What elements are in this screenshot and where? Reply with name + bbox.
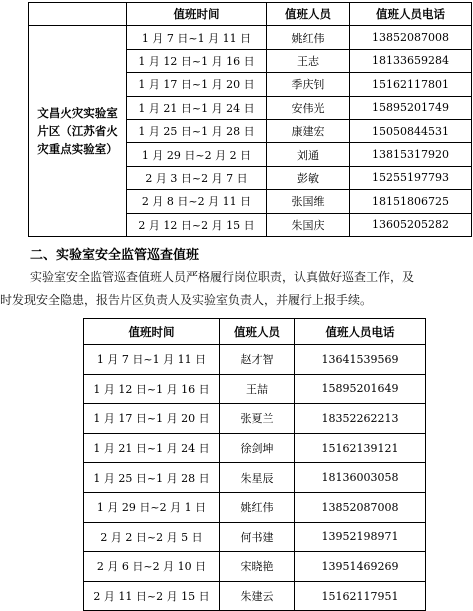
duty-phone: 15895201649 <box>295 374 426 404</box>
table-header-row <box>29 3 472 26</box>
table-row <box>84 581 426 611</box>
duty-person: 朱星辰 <box>220 463 295 493</box>
duty-phone: 13852087008 <box>350 26 472 49</box>
duty-time: 1 月 29 日~2 月 2 日 <box>127 143 267 166</box>
section-heading: 二、实验室安全监管巡查值班 <box>30 248 200 263</box>
duty-time: 1 月 21 日~1 月 24 日 <box>127 96 267 119</box>
duty-time: 1 月 17 日~1 月 20 日 <box>127 73 267 96</box>
header-duty-time: 值班时间 <box>84 319 220 345</box>
duty-person: 何书建 <box>220 522 295 552</box>
section-paragraph <box>0 266 473 312</box>
duty-phone: 13605205282 <box>350 213 472 236</box>
duty-phone: 13815317920 <box>350 143 472 166</box>
duty-time: 1 月 25 日~1 月 28 日 <box>84 463 220 493</box>
duty-phone: 15162139121 <box>295 433 426 463</box>
duty-person: 刘通 <box>267 143 350 166</box>
duty-person: 姚红伟 <box>220 492 295 522</box>
duty-person: 季庆钊 <box>267 73 350 96</box>
duty-time: 1 月 25 日~1 月 28 日 <box>127 119 267 142</box>
duty-phone: 18352262213 <box>295 404 426 434</box>
duty-phone: 13952198971 <box>295 522 426 552</box>
duty-time: 1 月 21 日~1 月 24 日 <box>84 433 220 463</box>
header-duty-phone: 值班人员电话 <box>350 3 472 26</box>
duty-time: 1 月 12 日~1 月 16 日 <box>127 49 267 72</box>
duty-table-fire-lab <box>28 2 472 237</box>
area-label: 文昌火灾实验室片区（江苏省火灾重点实验室） <box>29 26 127 237</box>
header-duty-phone: 值班人员电话 <box>295 319 426 345</box>
duty-table-safety-inspection <box>83 318 426 611</box>
duty-phone: 15162117801 <box>350 73 472 96</box>
duty-person: 朱国庆 <box>267 213 350 236</box>
paragraph-line-2: 时发现安全隐患，报告片区负责人及实验室负责人，并履行上报手续。 <box>0 293 373 307</box>
table-row <box>84 492 426 522</box>
duty-phone: 18136003058 <box>295 463 426 493</box>
table-row <box>84 433 426 463</box>
duty-time: 1 月 12 日~1 月 16 日 <box>84 374 220 404</box>
duty-person: 朱建云 <box>220 581 295 611</box>
duty-person: 宋晓艳 <box>220 552 295 582</box>
duty-time: 2 月 6 日~2 月 10 日 <box>84 552 220 582</box>
duty-time: 2 月 2 日~2 月 5 日 <box>84 522 220 552</box>
duty-person: 徐剑坤 <box>220 433 295 463</box>
duty-time: 1 月 29 日~2 月 1 日 <box>84 492 220 522</box>
duty-person: 张国维 <box>267 190 350 213</box>
duty-phone: 18133659284 <box>350 49 472 72</box>
duty-time: 1 月 17 日~1 月 20 日 <box>84 404 220 434</box>
duty-person: 康建宏 <box>267 119 350 142</box>
duty-phone: 15162117951 <box>295 581 426 611</box>
duty-phone: 13951469269 <box>295 552 426 582</box>
table-header-row <box>84 319 426 345</box>
duty-person: 赵才智 <box>220 345 295 375</box>
duty-phone: 13641539569 <box>295 345 426 375</box>
table-row <box>84 345 426 375</box>
table-row <box>84 374 426 404</box>
duty-phone: 18151806725 <box>350 190 472 213</box>
table-row <box>84 463 426 493</box>
duty-phone: 15050844531 <box>350 119 472 142</box>
duty-person: 姚红伟 <box>267 26 350 49</box>
duty-time: 2 月 11 日~2 月 15 日 <box>84 581 220 611</box>
header-duty-time: 值班时间 <box>127 3 267 26</box>
header-duty-person: 值班人员 <box>267 3 350 26</box>
table-row <box>84 522 426 552</box>
paragraph-line-1: 实验室安全监管巡查值班人员严格履行岗位职责，认真做好巡查工作，及 <box>30 270 415 284</box>
table-row <box>84 552 426 582</box>
duty-person: 王喆 <box>220 374 295 404</box>
duty-time: 1 月 7 日~1 月 11 日 <box>84 345 220 375</box>
duty-time: 2 月 12 日~2 月 15 日 <box>127 213 267 236</box>
duty-person: 张夏兰 <box>220 404 295 434</box>
table-row <box>29 26 472 49</box>
empty-header-cell <box>29 3 127 26</box>
duty-time: 2 月 8 日~2 月 11 日 <box>127 190 267 213</box>
duty-person: 安伟光 <box>267 96 350 119</box>
table-row <box>84 404 426 434</box>
duty-person: 彭敏 <box>267 166 350 189</box>
duty-phone: 15895201749 <box>350 96 472 119</box>
duty-time: 1 月 7 日~1 月 11 日 <box>127 26 267 49</box>
duty-phone: 13852087008 <box>295 492 426 522</box>
duty-time: 2 月 3 日~2 月 7 日 <box>127 166 267 189</box>
duty-person: 王志 <box>267 49 350 72</box>
header-duty-person: 值班人员 <box>220 319 295 345</box>
duty-phone: 15255197793 <box>350 166 472 189</box>
